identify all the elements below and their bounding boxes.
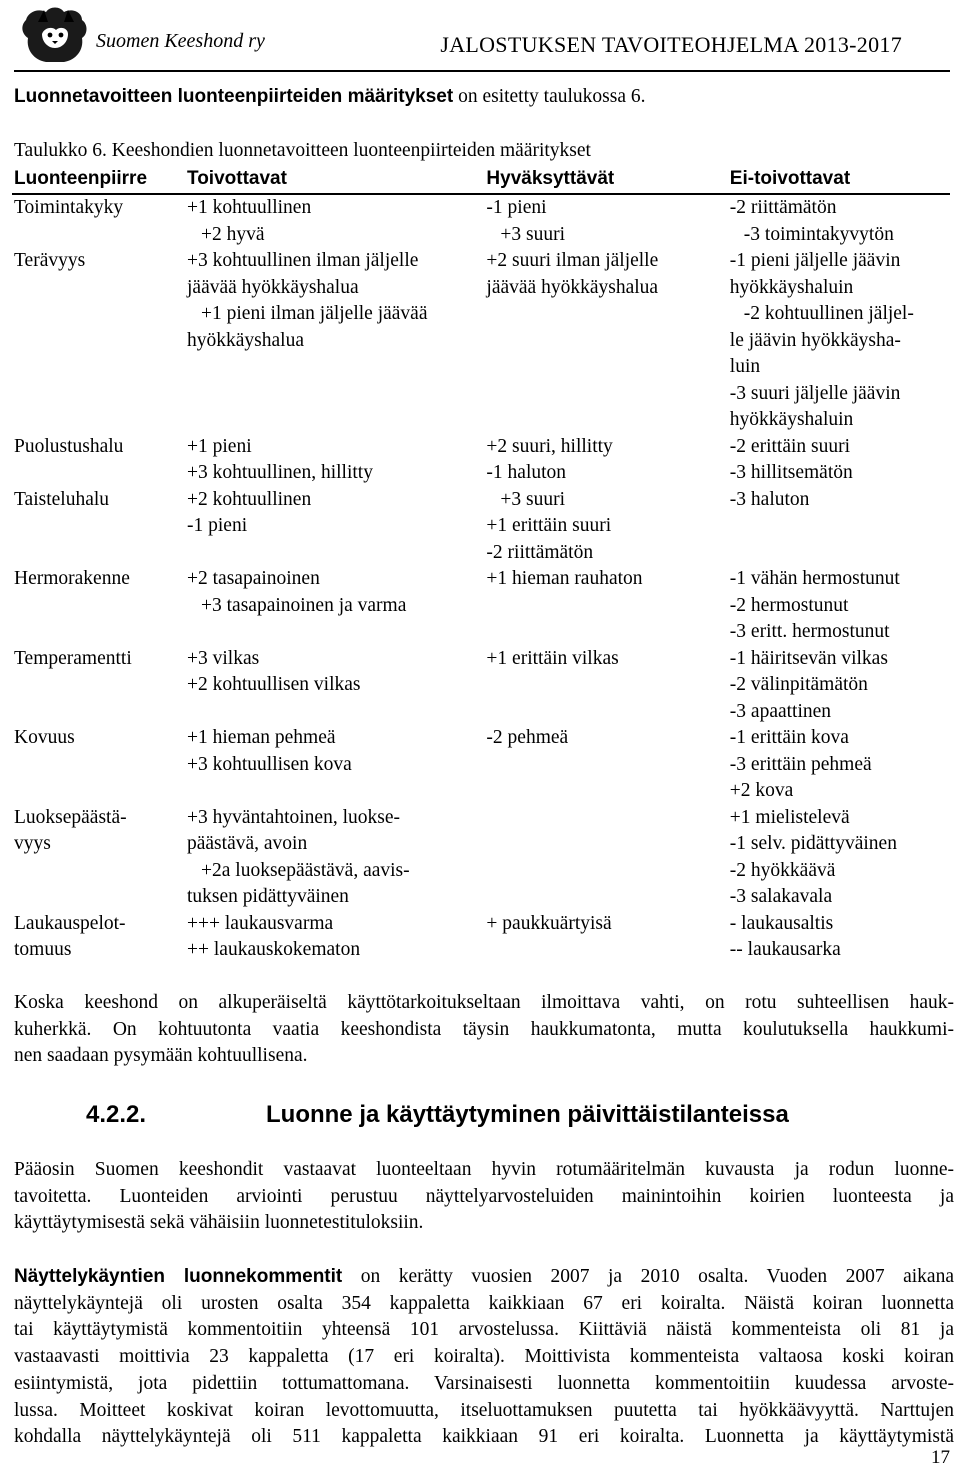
trait-cell [12,566,185,646]
paragraph-line: tai käyttäytymistä kommentoitiin yhteensä 101 arvostelussa. Kiittäviä näistä kommenteista oli 81 ja [14,1319,954,1341]
cell-line: Toimintakyky [14,197,124,218]
cell-line: +2 kova [729,780,794,801]
cell-line: Laukauspelot- [14,912,126,934]
trait-cell [12,487,185,567]
cell-line: +1 hieman rauhaton [486,568,643,589]
cell-line: +2 hyvä [201,223,265,245]
cell-line: -3 suuri jäljelle jäävin [729,382,901,404]
cell-line: +3 suuri [500,488,566,510]
cell-line: +1 mielistelevä [729,806,850,828]
traits-table-body [12,194,950,964]
cell-line: +3 suuri [500,223,566,245]
cell-line: luin [729,356,761,377]
cell-line: le jäävin hyökkäysha- [729,329,901,351]
undesired-cell [728,725,950,805]
paragraph-line: näyttelykäyntejä oli urosten osalta 354 kappaletta kaikkiaan 67 eri koiralta. Näistä koiran luonnetta [14,1292,954,1314]
cell-line: +2 suuri ilman jäljelle [486,250,659,271]
cell-line: Temperamentti [14,647,132,669]
trait-cell [12,725,185,805]
cell-line: hyökkäyshaluin [729,409,854,430]
cell-line: -2 pehmeä [486,727,569,748]
trait-cell [12,248,185,434]
cell-line: -- laukausarka [729,939,841,960]
cell-line: -1 vähän hermostunut [729,568,900,589]
paragraph-line: Pääosin Suomen keeshondit vastaavat luonteeltaan hyvin rotumääritelmän kuvausta ja rodun luonne- [14,1159,954,1180]
cell-line: päästävä, avoin [187,833,308,854]
paragraph-line: vastaavasti moittivia 23 kappaletta (17 eri koiralta). Moittivista kommenteista valtaosa koski koiran [14,1346,954,1368]
undesired-cell [728,248,950,434]
header-acceptable: Hyväksyttävät [484,166,727,194]
desired-cell [185,248,484,434]
acceptable-cell [484,646,727,726]
traits-table [12,166,950,964]
paragraph-line: kuherkkä. On kohtuutonta vaatia keeshondista täysin haukkumatonta, mutta koulutuksella haukkumi- [14,1018,954,1040]
paragraph-line: Näyttelykäyntien luonnekommentit on kerätty vuosien 2007 ja 2010 osalta. Vuoden 2007 aikana [14,1266,954,1287]
cell-line: +3 tasapainoinen ja varma [201,594,407,616]
cell-line: -3 erittäin pehmeä [729,753,872,775]
desired-cell [185,194,484,248]
cell-line: Puolustushalu [14,435,124,457]
paragraph-line: nen saadaan pysymään kohtuullisena. [14,1045,308,1067]
desired-cell [185,434,484,487]
cell-line: -1 pieni [187,515,248,536]
paragraph-bold-lead: Näyttelykäyntien luonnekommentit [14,1266,343,1287]
table-row [12,646,950,726]
undesired-cell [728,805,950,911]
acceptable-cell [484,487,727,567]
undesired-cell [728,566,950,646]
page-header [0,0,960,72]
paragraph-show-comments [14,1264,954,1451]
header-divider [14,70,950,72]
cell-line: +2a luoksepäästävä, aavis- [201,859,410,881]
cell-line: +++ laukausvarma [187,912,334,934]
header-trait: Luonteenpiirre [12,166,185,194]
cell-line: -1 pieni jäljelle jäävin [729,250,901,271]
undesired-cell [728,911,950,964]
trait-cell [12,911,185,964]
cell-line: -1 selv. pidättyväinen [729,833,897,854]
paragraph-line: lussa. Moitteet koskivat koiran levottomuutta, itseluottamuksen puutetta tai hyökkäävyyttä. Narttujen [14,1399,954,1421]
cell-line: -1 haluton [486,462,567,483]
undesired-cell [728,194,950,248]
intro-rest: on esitetty taulukossa 6. [453,86,646,107]
table-row [12,194,950,248]
cell-line: +1 hieman pehmeä [187,727,336,748]
cell-line: +1 pieni ilman jäljelle jäävää [201,303,428,324]
brand-name: Suomen Keeshond ry [96,30,265,52]
cell-line: -3 haluton [729,488,810,510]
acceptable-cell [484,194,727,248]
cell-line: + paukkuärtyisä [486,912,612,934]
section-title: Luonne ja käyttäytyminen päivittäistilanteissa [266,1101,789,1128]
cell-line: -2 riittämätön [729,197,837,218]
desired-cell [185,646,484,726]
paragraph-barking [14,990,954,1070]
cell-line: +2 kohtuullisen vilkas [187,674,361,695]
table-row [12,911,950,964]
table-row [12,805,950,911]
desired-cell [185,725,484,805]
cell-line: -1 häiritsevän vilkas [729,647,888,669]
intro-bold: Luonnetavoitteen luonteenpiirteiden määritykset [14,86,454,107]
header-desired: Toivottavat [185,166,484,194]
table-caption: Taulukko 6. Keeshondien luonnetavoitteen luonteenpiirteiden määritykset [14,140,591,161]
undesired-cell [728,646,950,726]
cell-line: tomuus [14,939,72,960]
paragraph-line: Koska keeshond on alkuperäiseltä käyttötarkoitukseltaan ilmoittava vahti, on rotu suhteellisen hauk- [14,992,954,1013]
cell-line: -3 apaattinen [729,700,832,722]
cell-line: +3 kohtuullinen, hillitty [187,462,373,483]
cell-line: vyys [14,833,51,854]
cell-line: -1 pieni [486,197,547,218]
header-undesired: Ei-toivottavat [728,166,950,194]
paragraph-line: kohdalla näyttelykäyntejä oli 511 kappaletta kaikkiaan 91 eri koiralta. Luonnetta ja käyttäytymistä [14,1426,954,1448]
trait-cell [12,194,185,248]
table-row [12,725,950,805]
cell-line: Hermorakenne [14,568,130,589]
cell-line: +2 tasapainoinen [187,568,320,589]
undesired-cell [728,487,950,567]
acceptable-cell [484,805,727,911]
paragraph-line: käyttäytymisestä sekä vähäisiin luonnetestituloksiin. [14,1212,424,1234]
cell-line: ++ laukauskokematon [187,939,361,960]
intro-sentence [14,86,645,108]
acceptable-cell [484,248,727,434]
table-row [12,487,950,567]
acceptable-cell [484,911,727,964]
trait-cell [12,646,185,726]
cell-line: -2 kohtuullinen jäljel- [743,303,914,324]
cell-line: Kovuus [14,727,75,748]
paragraph-overview [14,1157,954,1237]
cell-line: -2 hermostunut [729,594,849,616]
table-row [12,434,950,487]
paragraph-line: tavoitetta. Luonteiden arviointi perustuu näyttelyarvosteluiden mainintoihin koirien luonteesta ja [14,1185,954,1207]
cell-line: -3 eritt. hermostunut [729,621,890,642]
undesired-cell [728,434,950,487]
cell-line: jäävää hyökkäyshalua [187,276,359,298]
cell-line: tuksen pidättyväinen [187,886,349,907]
cell-line: -2 riittämätön [486,541,594,563]
cell-line: -1 erittäin kova [729,727,849,748]
paragraph-line: esiintymistä, jota pidettiin tottumattomana. Varsinaisesti luonnetta kommentoitiin kuudessa arvoste- [14,1372,954,1394]
table-header-row [12,166,950,194]
cell-line: +3 hyväntahtoinen, luokse- [187,806,400,828]
cell-line: -3 hillitsemätön [729,462,853,483]
cell-line: +1 kohtuullinen [187,197,312,218]
desired-cell [185,911,484,964]
cell-line: +2 kohtuullinen [187,488,312,510]
acceptable-cell [484,434,727,487]
cell-line: hyökkäyshalua [187,329,304,351]
section-number: 4.2.2. [86,1101,147,1128]
acceptable-cell [484,566,727,646]
cell-line: +3 vilkas [187,647,260,669]
table-row [12,248,950,434]
cell-line: +3 kohtuullisen kova [187,753,352,775]
cell-line: -3 toimintakyvytön [743,223,894,245]
cell-line: +1 erittäin suuri [486,515,612,536]
cell-line: hyökkäyshaluin [729,276,854,298]
desired-cell [185,805,484,911]
trait-cell [12,805,185,911]
cell-line: Luoksepäästä- [14,806,127,828]
keeshond-logo-icon [16,4,94,66]
program-title: JALOSTUKSEN TAVOITEOHJELMA 2013-2017 [440,32,902,57]
desired-cell [185,566,484,646]
table-row [12,566,950,646]
acceptable-cell [484,725,727,805]
cell-line: -3 salakavala [729,886,833,907]
cell-line: - laukausaltis [729,912,834,934]
cell-line: +1 erittäin vilkas [486,647,619,669]
desired-cell [185,487,484,567]
trait-cell [12,434,185,487]
cell-line: +2 suuri, hillitty [486,435,613,457]
cell-line: +3 kohtuullinen ilman jäljelle [187,250,419,271]
cell-line: +1 pieni [187,435,252,457]
cell-line: -2 hyökkäävä [729,859,836,881]
cell-line: Taisteluhalu [14,488,110,510]
cell-line: -2 erittäin suuri [729,435,851,457]
cell-line: jäävää hyökkäyshalua [486,276,659,298]
cell-line: Terävyys [14,250,86,271]
page-number: 17 [931,1447,950,1468]
cell-line: -2 välinpitämätön [729,674,868,695]
